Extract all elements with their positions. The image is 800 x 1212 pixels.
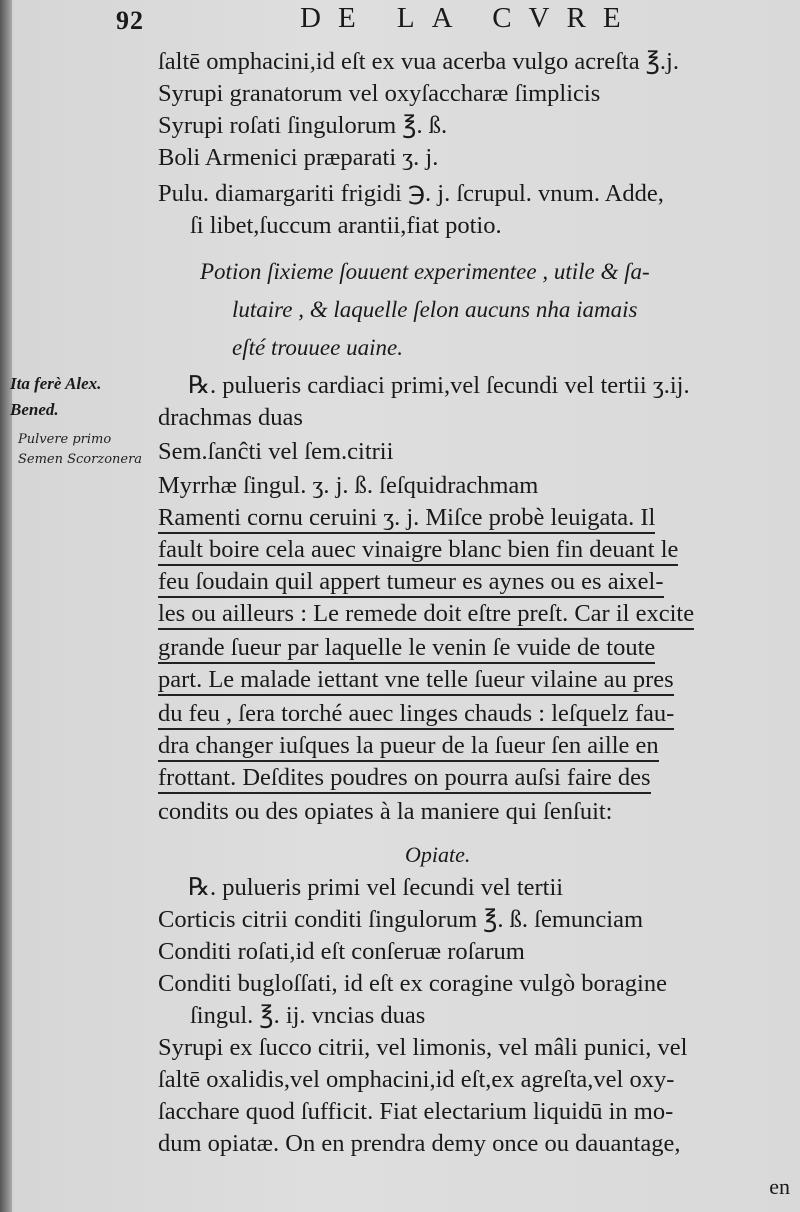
text-line: Corticis citrii conditi ſingulorum ℥. ß. ſemunciam (158, 906, 644, 933)
text-line: grande ſueur par laquelle le venin ſe vuide de toute (158, 634, 655, 664)
text-line: part. Le malade iettant vne telle ſueur vilaine au pres (158, 666, 674, 696)
text-line: Syrupi granatorum vel oxyſaccharæ ſimplicis (158, 80, 601, 107)
text-line: dra changer iuſques la pueur de la ſueur ſen aille en (158, 732, 659, 762)
text-line: ſaltē oxalidis,vel omphacini,id eſt,ex agreſta,vel oxy- (158, 1066, 675, 1093)
text-line: frottant. Deſdites poudres on pourra auſsi faire des (158, 764, 651, 794)
text-line: feu ſoudain quil appert tumeur es aynes ou es aixel- (158, 568, 664, 598)
margin-reference-1: Ita ferè Alex. (10, 374, 102, 393)
text-line: Ramenti cornu ceruini ʒ. j. Miſce probè leuigata. Il (158, 504, 655, 534)
text-line: ℞. pulueris cardiaci primi,vel ſecundi vel tertii ʒ.ij. (188, 372, 690, 399)
gutter-shadow (0, 0, 12, 1212)
section-heading: lutaire , & laquelle ſelon aucuns nha iamais (232, 297, 638, 322)
running-title: DE LA CVRE (300, 2, 638, 34)
text-line: du feu , ſera torché auec linges chauds : leſquelz fau- (158, 700, 674, 730)
text-line: dum opiatæ. On en prendra demy once ou dauantage, (158, 1130, 681, 1157)
catchword: en (769, 1174, 790, 1199)
handwritten-note-1: Pulvere primo (18, 432, 112, 447)
text-line: Syrupi roſati ſingulorum ℥. ß. (158, 112, 448, 139)
text-line: ſaltē omphacini,id eſt ex vua acerba vulgo acreſta ℥.j. (158, 48, 679, 75)
text-line: Sem.ſanĉti vel ſem.citrii (158, 438, 394, 465)
handwritten-note-2: Semen Scorzonera (18, 452, 143, 467)
text-line: Conditi roſati,id eſt conſeruæ roſarum (158, 938, 525, 965)
section-heading: eſté trouuee uaine. (232, 335, 403, 360)
text-line: Myrrhæ ſingul. ʒ. j. ß. ſeſquidrachmam (158, 472, 539, 499)
text-line: les ou ailleurs : Le remede doit eſtre preſt. Car il excite (158, 600, 694, 630)
text-line: Conditi bugloſſati, id eſt ex coragine vulgò boragine (158, 970, 667, 997)
running-header (110, 2, 780, 36)
text-line: ℞. pulueris primi vel ſecundi vel tertii (188, 874, 564, 901)
margin-reference-2: Bened. (10, 400, 59, 419)
text-line: condits ou des opiates à la maniere qui ſenſuit: (158, 798, 613, 825)
text-line: fault boire cela auec vinaigre blanc bien fin deuant le (158, 536, 678, 566)
text-line: Boli Armenici præparati ʒ. j. (158, 144, 439, 171)
text-line: drachmas duas (158, 404, 303, 431)
text-line: Syrupi ex ſucco citrii, vel limonis, vel mâli punici, vel (158, 1034, 688, 1061)
opiate-heading: Opiate. (405, 842, 471, 867)
text-line: Pulu. diamargariti frigidi ℈. j. ſcrupul. vnum. Adde, (158, 180, 664, 207)
section-heading: Potion ſixieme ſouuent experimentee , utile & ſa- (200, 259, 650, 284)
text-line: ſingul. ℥. ij. vncias duas (190, 1002, 426, 1029)
page-number: 92 (116, 6, 144, 35)
text-line: ſacchare quod ſufficit. Fiat electarium liquidū in mo- (158, 1098, 674, 1125)
text-line: ſi libet,ſuccum arantii,fiat potio. (190, 212, 502, 239)
